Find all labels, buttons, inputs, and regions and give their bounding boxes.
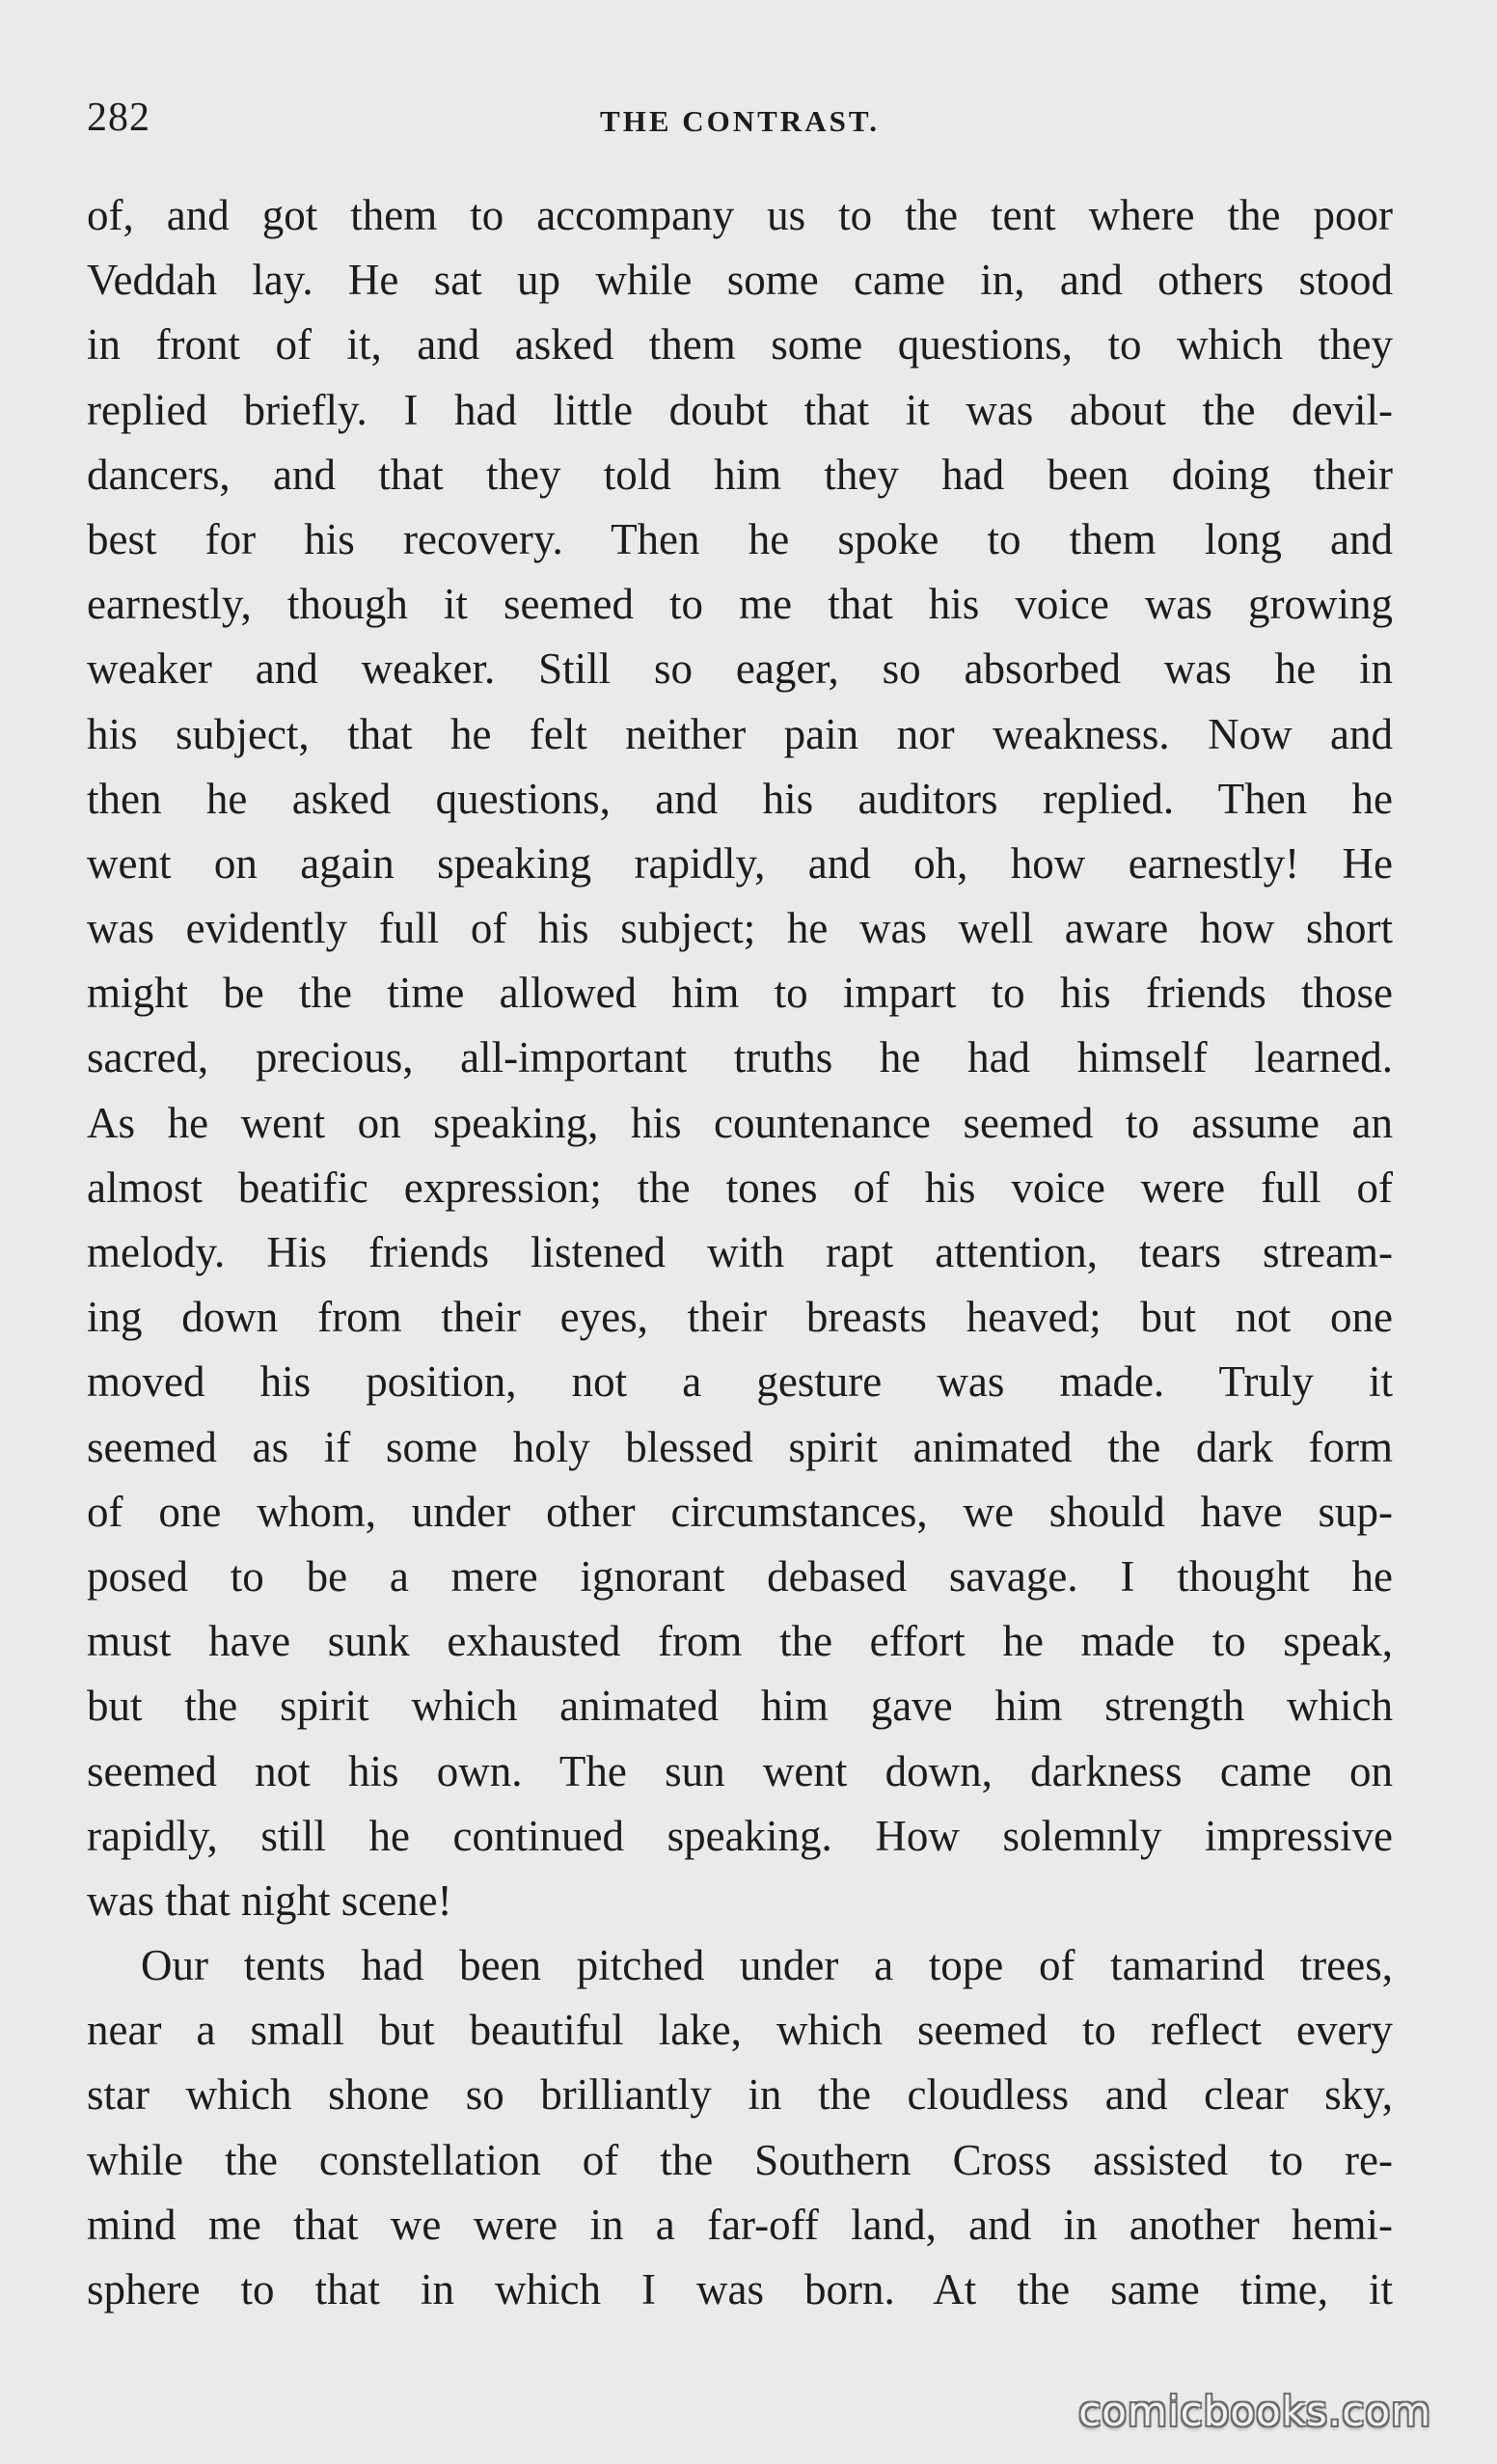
text-line: best for his recovery. Then he spoke to them long and <box>87 514 1393 563</box>
text-line: dancers, and that they told him they had been doing their <box>87 450 1393 499</box>
text-line: mind me that we were in a far-off land, and in another hemi- <box>87 2200 1393 2249</box>
text-line: might be the time allowed him to impart to his friends those <box>87 969 1393 1018</box>
text-line: of, and got them to accompany us to the tent where the poor <box>87 191 1393 239</box>
text-line: weaker and weaker. Still so eager, so absorbed was he in <box>87 644 1393 694</box>
text-line: Veddah lay. He sat up while some came in, and others stood <box>87 256 1393 305</box>
watermark: comicbooks.com <box>1078 2388 1431 2435</box>
text-line-paragraph-end: was that night scene! <box>87 1875 452 1925</box>
text-line: near a small but beautiful lake, which seemed to reflect every <box>87 2006 1393 2055</box>
text-line: in front of it, and asked them some questions, to which they <box>87 320 1393 370</box>
text-line-paragraph-start: Our tents had been pitched under a tope of tamarind trees, <box>141 1941 1393 1990</box>
text-line: seemed as if some holy blessed spirit animated the dark form <box>87 1422 1393 1471</box>
body-text <box>87 183 1393 2322</box>
text-line: moved his position, not a gesture was made. Truly it <box>87 1357 1393 1407</box>
text-line: sphere to that in which I was born. At the same time, it <box>87 2265 1393 2313</box>
text-line: must have sunk exhausted from the effort he made to speak, <box>87 1617 1393 1666</box>
text-line: star which shone so brilliantly in the cloudless and clear sky, <box>87 2070 1393 2120</box>
text-line: sacred, precious, all-important truths he had himself learned. <box>87 1033 1393 1082</box>
text-line: rapidly, still he continued speaking. How solemnly impressive <box>87 1811 1393 1860</box>
text-line: replied briefly. I had little doubt that it was about the devil- <box>87 385 1393 434</box>
text-line: posed to be a mere ignorant debased savage. I thought he <box>87 1551 1393 1601</box>
running-title: THE CONTRAST. <box>600 104 880 138</box>
page-number: 282 <box>87 96 150 140</box>
text-line: but the spirit which animated him gave him strength which <box>87 1682 1393 1731</box>
text-line: while the constellation of the Southern Cross assisted to re- <box>87 2135 1393 2184</box>
text-line: ing down from their eyes, their breasts heaved; but not one <box>87 1293 1393 1342</box>
text-line: almost beatific expression; the tones of his voice were full of <box>87 1163 1393 1212</box>
page-header <box>87 89 1393 147</box>
text-line: went on again speaking rapidly, and oh, how earnestly! He <box>87 838 1393 888</box>
text-line: was evidently full of his subject; he was well aware how short <box>87 904 1393 953</box>
text-line: then he asked questions, and his auditors replied. Then he <box>87 774 1393 823</box>
text-line: seemed not his own. The sun went down, darkness came on <box>87 1746 1393 1795</box>
text-line: melody. His friends listened with rapt attention, tears stream- <box>87 1228 1393 1276</box>
text-line: his subject, that he felt neither pain nor weakness. Now and <box>87 709 1393 758</box>
text-line: As he went on speaking, his countenance seemed to assume an <box>87 1098 1393 1147</box>
text-line: earnestly, though it seemed to me that his voice was growing <box>87 580 1393 629</box>
text-line: of one whom, under other circumstances, we should have sup- <box>87 1487 1393 1536</box>
